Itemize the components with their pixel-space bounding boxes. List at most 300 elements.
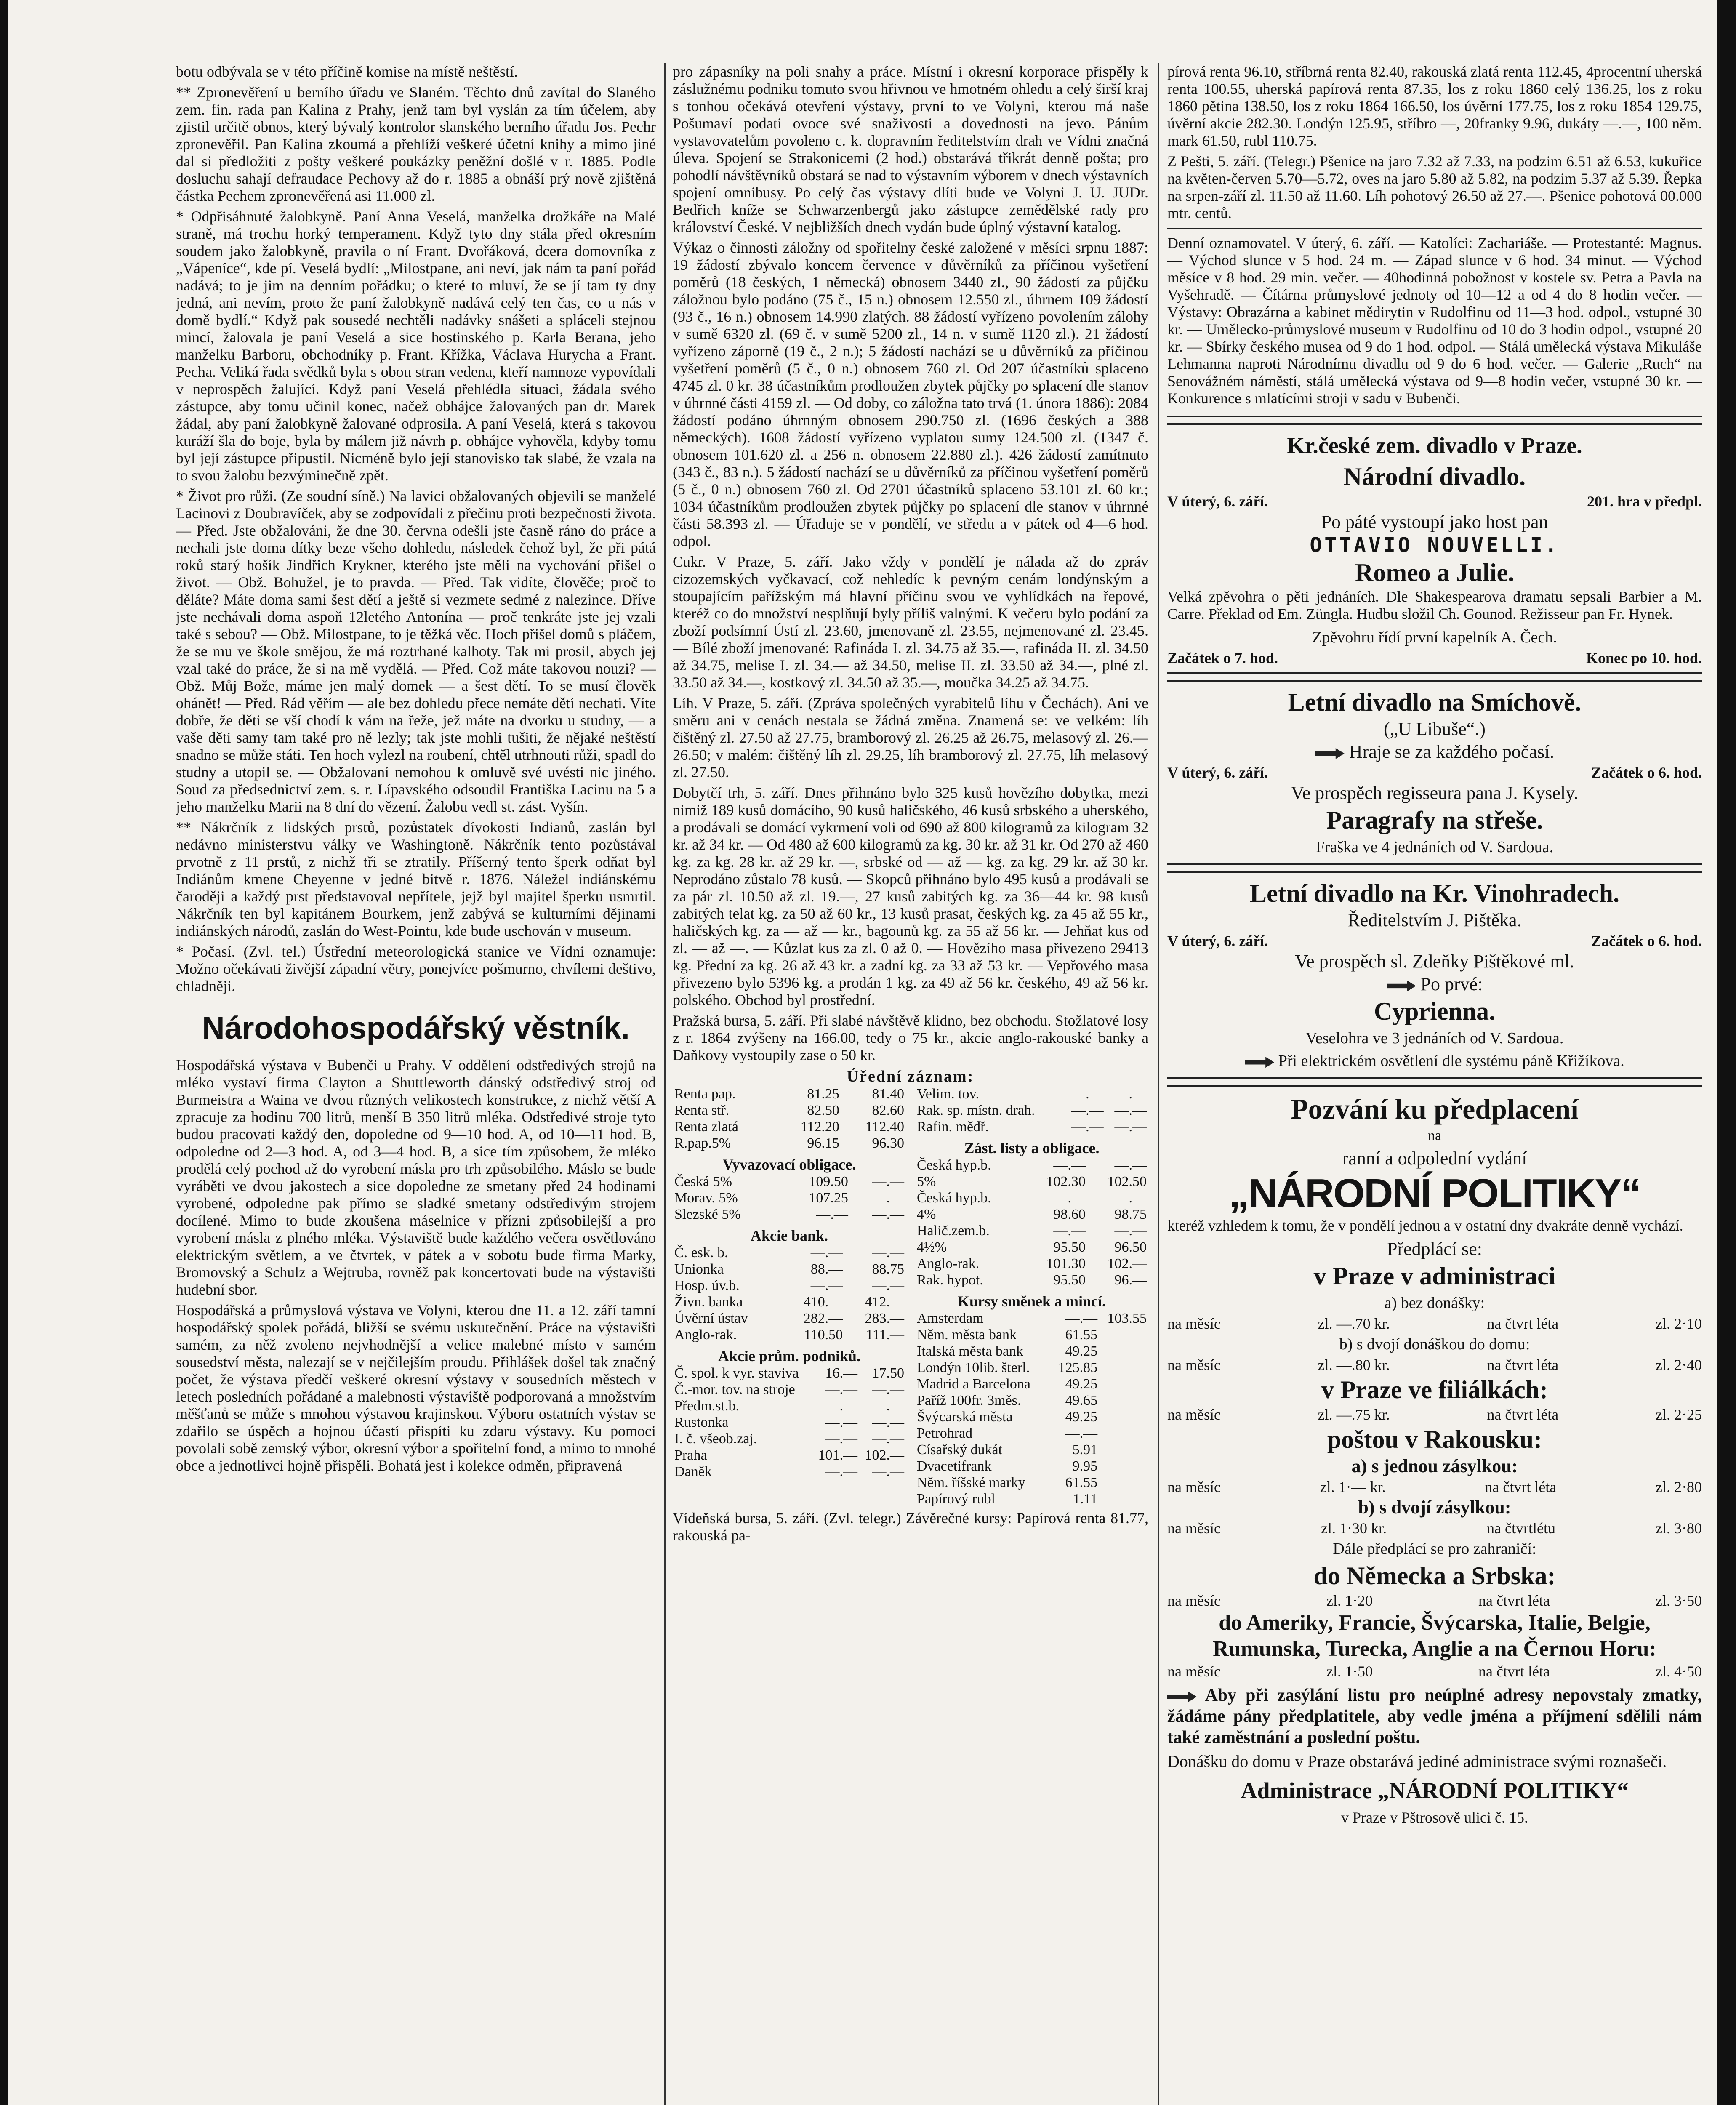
quote-label: Renta pap.	[674, 1086, 736, 1102]
theatre-date: V úterý, 6. září.	[1167, 764, 1268, 781]
quote-row	[673, 1190, 906, 1206]
period: na měsíc	[1167, 1406, 1221, 1423]
quote-value: —.—	[825, 1398, 857, 1414]
price-row	[1167, 1356, 1702, 1374]
theatre-national	[1167, 423, 1702, 674]
quote-value: 101.—	[818, 1447, 857, 1463]
price-row	[1167, 1478, 1702, 1496]
quote-value: —.—	[872, 1415, 904, 1430]
theatre-title: Letní divadlo na Kr. Vinohradech.	[1250, 879, 1619, 907]
quote-row	[915, 1086, 1148, 1102]
quote-row	[915, 1359, 1148, 1376]
theatre-benefit: Ve prospěch regisseura pana J. Kysely.	[1291, 783, 1579, 803]
theatre-start: Začátek o 6. hod.	[1591, 764, 1702, 781]
theatre-date-row	[1167, 932, 1702, 950]
germany-heading: do Německa a Srbska:	[1313, 1562, 1556, 1590]
quote-label: Česká hyp.b.	[917, 1157, 991, 1173]
quote-row	[915, 1102, 1148, 1119]
quote-value: —.—	[825, 1464, 857, 1479]
quote-label: Něm. říšské marky	[917, 1475, 1025, 1490]
quote-row	[915, 1239, 1148, 1255]
subscription-title: Pozvání ku předplacení	[1291, 1093, 1579, 1125]
price-title: Předplácí se:	[1387, 1239, 1483, 1259]
theatre-daily: Hraje se za každého počasí.	[1349, 741, 1555, 762]
newspaper-page	[8, 0, 1717, 2105]
theatre-play: Cyprienna.	[1374, 997, 1496, 1025]
quote-label: Č. spol. k vyr. staviva	[674, 1365, 799, 1381]
price-label: b) s dvojí zásylkou:	[1358, 1497, 1511, 1518]
bank-heading: Akcie bank.	[750, 1227, 828, 1244]
quote-value: 95.50	[1053, 1239, 1086, 1255]
quote-label: Renta zlatá	[674, 1119, 738, 1135]
quote-value: 410.—	[803, 1294, 843, 1310]
price-row	[1167, 1314, 1702, 1333]
theatre-date-row	[1167, 492, 1702, 511]
quote-label: Praha	[674, 1447, 707, 1463]
theatre-start: Začátek o 6. hod.	[1591, 933, 1702, 949]
quote-label: Madrid a Barcelona	[917, 1376, 1030, 1392]
quote-value	[1099, 1458, 1148, 1474]
quote-row	[673, 1398, 906, 1414]
quote-value: 102.50	[1107, 1174, 1147, 1189]
quote-value: 102.30	[1046, 1174, 1086, 1189]
quote-row	[673, 1310, 906, 1327]
quote-row	[915, 1343, 1148, 1359]
foreign-label: Dále předplácí se pro zahraničí:	[1333, 1540, 1536, 1558]
exchange-table	[915, 1310, 1148, 1507]
official-heading: Úřední záznam:	[847, 1068, 975, 1085]
lien-heading: Zást. listy a obligace.	[964, 1140, 1100, 1156]
quote-value: —.—	[1053, 1223, 1086, 1239]
theatre-desc: Fraška ve 4 jednáních od V. Sardoua.	[1315, 838, 1554, 856]
quote-row	[673, 1119, 906, 1135]
article-paragraph: * Počasí. (Zvl. tel.) Ústřední meteorologická stanice ve Vídni oznamuje: Možno očekávati živější západní větry, ponejvíce pošmurno, chvílemi deštivo, chladněji.	[176, 943, 656, 994]
column-3	[1167, 63, 1702, 2105]
article-paragraph: ** Zpronevěření u berního úřadu ve Slaném. Těchto dnů zavítal do Slaného zem. fin. rada pan Kalina z Prahy, jenž tam byl vyslán za tím účelem, aby zjistil určitě obnos, který bývalý kontrolor slanského berního úřadu Jos. Pechr zpronevěřil. Pan Kalina zkoumá a přehlíží veškeré účetní knihy a mimo jiné dal si předložiti z pošty veškeré poukázky peněžní došlé v r. 1885. Podle dosluchu sahají defraudace Pechovy až do r. 1885 a obnáší prý nově zjištěná částka Pechem zpronevěřená asi 11.000 zl.	[176, 84, 656, 204]
article-paragraph: Výkaz o činnosti záložny od spořitelny české založené v měsíci srpnu 1887: 19 žádostí zbývalo koncem července v důvěrníků za příčinou vyšetření poměrů (18 českých, 1 německá) obnosem 3440 zl., 90 žádostí za půjčku záložnou bylo podáno (75 č., 15 n.) obnosem 12.550 zl., úhrnem 109 žádostí (93 č., 16 n.) obnosem 14.990 zlatých. 88 žádostí vyřízeno povolením zálohy v sumě 6320 zl. (69 č. v sumě 5200 zl., 14 n. v sumě 1120 zl.). 21 žádostí vyřízeno záporně (19 č., 2 n.); 5 žádostí nachází se u důvěrníků za příčinou vyšetření poměrů (5 č., 0 n.) obnosem 760 zl. Od 207 účastníků splaceno 4745 zl. 0 kr. 38 účastníkům prodloužen zbytek půjčky po splacení dle stanov v úhrnné části 4159 zl. — Od doby, co záložna tato trvá (1. února 1886): 2084 žádostí podáno úhrnným obnosem 290.750 zl. (1696 českých a 388 německých). 1608 žádostí vyřízeno vyplatou sumy 124.500 zl. (1347 č. obnosem 101.620 zl. a 256 n. obnosem 22.880 zl.). 426 žádostí zamítnuto (343 č., 83 n.). 5 žádostí nachází se u důvěrníků za příčinou vyšetření poměrů (5 č., 0 n.) obnosem 760 zl. Od 2701 účastníků splaceno 53.101 zl. 60 kr.; 1034 účastníkům prodloužen zbytek půjčky po splacení dle stanov v úhrnné části 58.393 zl. — Úřaduje se v pondělí, ve středu a v pátek od 4—6 hod. odpol.	[673, 239, 1148, 549]
price-row	[1167, 1591, 1702, 1610]
article-paragraph: Z Pešti, 5. září. (Telegr.) Pšenice na jaro 7.32 až 7.33, na podzim 6.51 až 6.53, kukuřice na květen-červen 5.70—5.72, oves na jaro 5.80 až 5.82, na podzim 5.37 až 5.39. Řepka na srpen-září zl. 11.50 až 11.60. Líh pohotový 26.50 až 27.—. Pšenice pohotová 00.000 mtr. centů.	[1167, 153, 1702, 221]
quote-row	[915, 1392, 1148, 1409]
quote-value: 110.50	[804, 1327, 843, 1343]
theatre-vinohrady	[1167, 871, 1702, 1079]
quote-value: —.—	[825, 1382, 857, 1397]
quote-label: 5%	[917, 1174, 936, 1189]
quote-label: Česká 5%	[674, 1174, 732, 1189]
quote-value: 61.55	[1065, 1327, 1098, 1343]
quote-label: R.pap.5%	[674, 1135, 731, 1151]
quote-label: Švýcarská města	[917, 1409, 1013, 1425]
quote-label: Rak. sp. místn. drah.	[917, 1103, 1035, 1118]
quote-value	[1099, 1442, 1148, 1458]
section-heading: Národohospodářský věstník.	[202, 1010, 630, 1045]
bank-table	[673, 1244, 906, 1343]
column-2	[673, 63, 1148, 2105]
theatre-date: V úterý, 6. září.	[1167, 933, 1268, 949]
theatre-title: Kr.české zem. divadlo v Praze.	[1287, 433, 1582, 458]
quote-row	[673, 1463, 906, 1480]
quote-value: 5.91	[1072, 1442, 1098, 1458]
theatre-guest: Po páté vystoupí jako host pan	[1321, 512, 1548, 532]
quote-value	[1099, 1359, 1148, 1376]
pointing-hand-icon	[1245, 1057, 1274, 1068]
article-paragraph: pro zápasníky na poli snahy a práce. Místní i okresní korporace přispěly k záslužnému podniku tomuto svou hřivnou ve hmotném ohledu a celý širší kraj s tonhou očekává otevření výstavy, první to ve Volyni, kterou má naše Pošumaví podati ovoce své snaživosti a dovednosti na jevo. Pánům vystavovatelům povoleno c. k. dopravním ředitelstvím drah ve Vídni značná úleva. Spojení se Strakonicemi (2 hod.) obstarává třikrát denně pošta; pro pohodlí návštěvníků obstará se nad to výstavním výborem v dnech výstavních spojení omnibusy. Po celý čas výstavy dlíti bude ve Volyni J. U. JUDr. Bedřich kníže se Schwarzenbergů jako zástupce zemědělské rady pro království České. V nejbližších dnech vydán bude úplný výstavní katalog.	[673, 63, 1148, 235]
quote-value: —.—	[872, 1464, 904, 1479]
quote-value: 9.95	[1072, 1458, 1098, 1474]
theatre-venue: („U Libuše“.)	[1384, 719, 1486, 739]
quote-value: 1.11	[1073, 1491, 1098, 1507]
quote-label: Morav. 5%	[674, 1190, 738, 1206]
quote-value: —.—	[872, 1382, 904, 1397]
quote-value	[1099, 1376, 1148, 1392]
quote-row	[673, 1381, 906, 1398]
period: na měsíc	[1167, 1663, 1221, 1680]
price: zl. 1·20	[1326, 1592, 1373, 1609]
price-row	[1167, 1405, 1702, 1424]
quote-value: 81.25	[807, 1086, 839, 1102]
quote-value: 49.65	[1065, 1393, 1098, 1408]
quote-value: —.—	[810, 1245, 843, 1260]
misc-table	[915, 1086, 1148, 1135]
subscription-line: ranní a odpolední vydání	[1342, 1148, 1527, 1169]
price: zl. 3·80	[1656, 1520, 1702, 1537]
admin-address: v Praze v Pštrosově ulici č. 15.	[1341, 1809, 1528, 1826]
quote-row	[915, 1425, 1148, 1442]
theatre-number: 201. hra v předpl.	[1587, 493, 1702, 510]
theatre-first-row	[1167, 973, 1702, 996]
quote-value: —.—	[1114, 1223, 1147, 1239]
quote-row	[673, 1102, 906, 1119]
quote-value: 102.—	[1107, 1256, 1147, 1271]
quote-label: 4%	[917, 1207, 936, 1222]
theatre-benefit: Ve prospěch sl. Zdeňky Pištěkové ml.	[1295, 951, 1574, 972]
quote-row	[915, 1442, 1148, 1458]
quote-label: 4½%	[917, 1239, 947, 1255]
quote-label: Italská města bank	[917, 1343, 1024, 1359]
quote-value: 96.50	[1114, 1239, 1147, 1255]
column-1	[176, 63, 656, 2105]
lien-table	[915, 1157, 1148, 1288]
quote-row	[673, 1206, 906, 1223]
subscription-note	[1167, 1685, 1702, 1748]
vienna-bourse: Vídeňská bursa, 5. září. (Zvl. telegr.) Závěrečné kursy: Papírová renta 81.77, rakouská pa-	[673, 1510, 1148, 1544]
quote-label: Předm.st.b.	[674, 1398, 739, 1414]
quote-value: —.—	[872, 1398, 904, 1414]
theatre-time-row	[1167, 649, 1702, 667]
quote-row	[915, 1157, 1148, 1173]
daily-notices	[1167, 228, 1702, 417]
quote-row	[673, 1294, 906, 1310]
theatre-first: Po prvé:	[1420, 974, 1483, 994]
quote-label: I. č. všeob.zaj.	[674, 1431, 757, 1447]
price: zl. 1·30 kr.	[1321, 1520, 1387, 1537]
price: zl. 2·25	[1656, 1406, 1702, 1423]
quote-value: 17.50	[872, 1365, 904, 1381]
quote-row	[915, 1474, 1148, 1491]
quote-value: —.—	[872, 1278, 904, 1293]
quote-label: Halič.zem.b.	[917, 1223, 990, 1239]
theatre-desc: Veselohra ve 3 jednáních od V. Sardoua.	[1305, 1029, 1564, 1047]
theatre-end: Konec po 10. hod.	[1586, 650, 1702, 666]
pointing-hand-icon	[1167, 1691, 1197, 1702]
period: na čtvrt léta	[1487, 1315, 1559, 1332]
price-label: b) s dvojí donáškou do domu:	[1339, 1335, 1530, 1353]
quote-row	[915, 1458, 1148, 1474]
quote-label: Papírový rubl	[917, 1491, 996, 1507]
quote-value: —.—	[816, 1207, 848, 1222]
period: na čtvrt léta	[1478, 1592, 1550, 1609]
price-label: a) bez donášky:	[1384, 1294, 1485, 1312]
quote-value: 95.50	[1053, 1272, 1086, 1288]
quote-value: 88.75	[872, 1261, 904, 1277]
period: na měsíc	[1167, 1479, 1221, 1495]
column-rule	[1158, 63, 1159, 2105]
quote-row	[915, 1173, 1148, 1190]
theatre-start: Začátek o 7. hod.	[1167, 650, 1278, 666]
quote-value: —.—	[810, 1278, 843, 1293]
quote-value: —.—	[1065, 1311, 1098, 1326]
exchange-heading: Kursy směnek a mincí.	[957, 1293, 1106, 1310]
quote-label: Anglo-rak.	[674, 1327, 737, 1343]
period: na čtvrt léta	[1485, 1479, 1557, 1495]
quote-value: 111.—	[866, 1327, 904, 1343]
quote-value: —.—	[1071, 1086, 1104, 1102]
quote-value	[1099, 1409, 1148, 1425]
quote-row	[915, 1119, 1148, 1135]
quote-value: 107.25	[809, 1190, 848, 1206]
industry-heading: Akcie prům. podniků.	[718, 1348, 861, 1364]
quote-label: Londýn 10lib. šterl.	[917, 1360, 1030, 1375]
subscription-ad	[1167, 1085, 1702, 1829]
price: zl. 2·10	[1656, 1315, 1702, 1332]
price: zl. —.70 kr.	[1318, 1315, 1390, 1332]
theatre-desc: Velká zpěvohra o pěti jednáních. Dle Shakespearova dramatu sepsali Barbier a M. Carre. Překlad od Em. Züngla. Hudbu složil Ch. Gounod. Režisseur pan Fr. Hynek.	[1167, 588, 1702, 622]
quote-value: —.—	[1071, 1103, 1104, 1118]
quote-row	[915, 1190, 1148, 1206]
period: na čtvrt léta	[1487, 1356, 1559, 1373]
theatre-conductor: Zpěvohru řídí první kapelník A. Čech.	[1312, 629, 1557, 646]
quote-value: 112.40	[865, 1119, 904, 1135]
quote-label: Hosp. úv.b.	[674, 1278, 740, 1293]
price: zl. —.80 kr.	[1318, 1356, 1390, 1373]
quote-value: 282.—	[803, 1311, 843, 1326]
article-paragraph: botu odbývala se v této příčině komise na místě neštěstí.	[176, 63, 518, 80]
quote-value: 98.60	[1053, 1207, 1086, 1222]
quote-value: —.—	[1071, 1119, 1104, 1135]
quote-row	[915, 1272, 1148, 1288]
admin-name: Administrace „NÁRODNÍ POLITIKY“	[1241, 1778, 1629, 1803]
period: na měsíc	[1167, 1356, 1221, 1373]
quote-value: 61.55	[1065, 1475, 1098, 1490]
quote-value: 96.—	[1114, 1272, 1147, 1288]
prague-heading: v Praze v administraci	[1313, 1262, 1556, 1290]
quote-value: —.—	[1065, 1426, 1098, 1441]
quote-label: Česká hyp.b.	[917, 1190, 991, 1206]
bourse-tables	[673, 1086, 1148, 1507]
article-paragraph: Hospodářská výstava v Bubenči u Prahy. V oddělení odstředivých strojů na mléko vystaví firma Clayton a Shuttleworth dánský odstředivý stroj od Burmeistra a Waina ve dvou různých velikostech konstrukce, z nichž větší A zpracuje za hodinu 700 litrů, menší B 350 litrů mléka. Odstředivé stroje tyto budou pracovati každý den, dopoledne od 9—10 hod. A, od 10—11 hod. B, odpoledne od 2—3 hod. A, od 3—4 hod. B, a sice tím způsobem, že mléko prodělá celý pochod až do vyrobení másla pro trh způsobilého. Máslo se bude vyráběti ve dvou jakostech a sice dopoledne ze smetany před 24 hodinami vyrobené, odpoledne pak přímo se sladké smetany odstředivým strojem docílené. Mimo to bude zkoušena máselnice v přízni způsobilejší a pro vyrobení másla z plného mléka. Výstaviště bude každého večera osvětlováno elektrickým světlem, a ve čtvrtek, v pátek a v sobotu bude firma Marky, Bromovský a Schulz a Wejtruba, rovněž pak koncertovati bude na výstavišti hudební sbor.	[176, 1057, 656, 1298]
quote-label: Úvěrní ústav	[674, 1311, 748, 1326]
bourse-right	[915, 1086, 1148, 1507]
bonds-table	[673, 1173, 906, 1223]
price-row	[1167, 1519, 1702, 1537]
quote-value: —.—	[1114, 1157, 1147, 1173]
quote-value	[1099, 1343, 1148, 1359]
quote-value	[1099, 1491, 1148, 1507]
quote-value	[1099, 1392, 1148, 1409]
article-paragraph: * Odpřisáhnuté žalobkyně. Paní Anna Veselá, manželka drožkáře na Malé straně, má trochu horký temperament. Když tyto dny stála před okresním soudem jako žalobkyně, pravila o ní Frant. Dvořáková, dcera domovníka z „Vápeníce“, kde pí. Veselá bydlí: „Milostpane, ani neví, jak nám ta paní pořád nadává; to je jim na denním pořádku; o které to mluví, že se jí tam ty dny jedná, ani nevím, proto že paní žalobkyně nadává celý ten čas, co u nás v domě bydlí.“ Když pak sousedé nechtěli nadávky snášeti a spláceli stejnou mincí, žalovala je paní Veselá a sice hostinského p. Karla Berana, jeho manželku Barboru, obchodníky p. Frant. Křížka, Václava Hurycha a Frant. Pecha. Veliká řada svědků byla s obou stran vedena, kteří namnoze vypovídali v neprospěch žalující. Když paní Veselá přehlédla situaci, žádala svého zástupce, aby tomu učinil konec, načež obhájce žalovaných pan dr. Marek žádal, aby paní žalobkyně žalované odprosila. A paní Veselá, která s takovou kuráží šla do boje, byla by málem již návrh p. obhájce vyhověla, kdyby tomu byl její zástupce připustil. Nicméně bylo její stanovisko tak slabé, že vzala na to svou žalobu bezvýminečně zpět.	[176, 208, 656, 484]
article-paragraph: Dobytčí trh, 5. září. Dnes přihnáno bylo 325 kusů hovězího dobytka, mezi nimiž 189 kusů domácího, 90 kusů haličského, 46 kusů srbského a uherského, a prodávali se domácí vykrmení voli od 690 až 800 kilogramů za kilogram 32 kr. až 34 kr. — Od 480 až 600 kilogramů za kg. 30 kr. až 31 kr. Od 270 až 460 kg. za kg. 28 kr. až 29 kr. —, srbské od — až — kg. za kg. 29 kr. až 30 kr. Neprodáno zůstalo 78 kusů. — Skopců přihnáno bylo 495 kusů a prodávali se za pár zl. 10.50 až zl. 19.—, 27 kusů zabitých kg. za 36—44 kr. 98 kusů zabitých telat kg. za 50 až 60 kr., 13 kusů prasat, českých kg. za 45 až 55 kr., haličských kg. za — až — kr., bagounů kg. za 55 až 56 kr. — Jehňat kus od zl. — až —. — Kůzlat kus za zl. 0 až 0. — Hovězího masa přivezeno 29413 kg. Přední za kg. 26 až 43 kr. a zadní kg. za 33 až 53 kr. — Vepřového masa přivezeno bylo 5396 kg. a prodán 1 kg. za 49 až 56 kr. českého, 49 až 56 kr. polského. Obchod byl prostřední.	[673, 784, 1148, 1008]
quote-value: 112.20	[800, 1119, 839, 1135]
subscription-desc: kteréž vzhledem k tomu, že v pondělí jednou a v ostatní dny dvakráte denně vychází.	[1167, 1217, 1683, 1234]
quote-row	[673, 1277, 906, 1294]
theatre-light: Při elektrickém osvětlení dle systému páně Křižíkova.	[1278, 1052, 1624, 1070]
theatre-daily-row	[1167, 741, 1702, 763]
quote-value	[1099, 1425, 1148, 1442]
period: na měsíc	[1167, 1592, 1221, 1609]
price-label: a) s jednou zásylkou:	[1351, 1456, 1518, 1476]
price-row	[1167, 1662, 1702, 1681]
period: na čtvrtlétu	[1487, 1520, 1555, 1537]
quote-row	[673, 1135, 906, 1151]
quote-row	[673, 1086, 906, 1102]
period: na měsíc	[1167, 1315, 1221, 1332]
bonds-heading: Vyvazovací obligace.	[722, 1156, 856, 1173]
quote-row	[915, 1409, 1148, 1425]
quote-row	[673, 1327, 906, 1343]
price: zl. 4·50	[1656, 1663, 1702, 1680]
quote-row	[673, 1244, 906, 1261]
quote-row	[915, 1327, 1148, 1343]
quote-row	[915, 1255, 1148, 1272]
price: zl. 3·50	[1656, 1592, 1702, 1609]
quote-row	[673, 1431, 906, 1447]
price: zl. 1·50	[1326, 1663, 1373, 1680]
quote-label: Daněk	[674, 1464, 712, 1479]
theatre-date: V úterý, 6. září.	[1167, 493, 1268, 510]
quote-label: Renta stř.	[674, 1103, 730, 1118]
post-heading: poštou v Rakousku:	[1327, 1426, 1542, 1453]
price: zl. 2·40	[1656, 1356, 1702, 1373]
note-text: Aby při zasýlání listu pro neúplné adresy nepovstaly zmatky, žádáme pány předplatitele, aby vedle jména a příjmení sdělili nám také zaměstnání a poslední poštu.	[1167, 1686, 1702, 1747]
quote-label: Císařský dukát	[917, 1442, 1003, 1458]
quote-value: —.—	[1053, 1157, 1086, 1173]
article-paragraph: Hospodářská a průmyslová výstava ve Volyni, kterou dne 11. a 12. září tamní hospodářský spolek pořádá, bližší se svému uskutečnění. Práce na výstavišti samém, za něž zvoleno nejvhodnější a velice malebné místo v samém sousedství města, nalezají se v nejčilejším proudu. Přihlášek došel tak značný počet, že výstava předčí veškeré okresní výstavy v sousedních městech v letech posledních pořádané a malebnosti výstaviště podporovaná a množstvím měšťanů se může s mnohou výstavou krajinskou. Výboru ostatních výstav se zdařilo se úspěch a hojnou účastí přispíti ku zdaru výstavy. Ku pomoci povolali sobě zemský výbor, okresní výbor a spořitelní fond, a mimo to mnohé obce a jednotlivci hojně přispěli. Bohatá jest i kolekce odměn, připravená	[176, 1302, 656, 1474]
quote-value: —.—	[872, 1190, 904, 1206]
quote-label: Dvacetifrank	[917, 1458, 992, 1474]
pointing-hand-icon	[1387, 981, 1416, 991]
quote-row	[673, 1365, 906, 1381]
quote-label: Slezské 5%	[674, 1207, 741, 1222]
quote-label: Rak. hypot.	[917, 1272, 983, 1288]
quote-row	[673, 1447, 906, 1463]
quote-row	[915, 1223, 1148, 1239]
quote-value: 96.15	[807, 1135, 839, 1151]
quote-value: 102.—	[865, 1447, 904, 1463]
quote-label: Amsterdam	[917, 1311, 984, 1326]
period: na čtvrt léta	[1478, 1663, 1550, 1680]
delivery-note: Donášku do domu v Praze obstarává jediné administrace svými roznašeči.	[1167, 1752, 1667, 1771]
quote-value: 49.25	[1065, 1343, 1098, 1359]
quote-label: Rafin. mědř.	[917, 1119, 989, 1135]
article-paragraph: Líh. V Praze, 5. září. (Zpráva společných vyrabitelů líhu v Čechách). Ani ve směru ani v cenách nestala se žádná změna. Znamená se: ve velkém: líh čištěný zl. 27.50 až 27.75, bramborový zl. 26.25 až 26.75, melasový zl. 26.—26.50; v malém: čištěný líh zl. 29.25, líh bramborový zl. 27.75, líh melasový zl. 27.50.	[673, 695, 1148, 781]
world-heading: do Ameriky, Francie, Švýcarska, Italie, Belgie, Rumunska, Turecka, Anglie a na Černou Horu:	[1213, 1611, 1656, 1661]
quote-label: Rustonka	[674, 1415, 729, 1430]
article-paragraph: pírová renta 96.10, stříbrná renta 82.40, rakouská zlatá renta 112.45, 4procentní uherská renta 100.55, uherská papírová renta 87.35, los z roku 1860 celý 136.25, los z roku 1860 pětina 138.50, los z roku 1864 166.50, los úvěrní 177.75, los z roku 1854 129.75, úvěrní akcie 282.30. Londýn 125.95, stříbro —, 20franky 9.96, dukáty —.—, 100 něm. mark 61.50, rubl 110.75.	[1167, 63, 1702, 149]
quote-label: Paříž 100fr. 3měs.	[917, 1393, 1021, 1408]
quote-value: —.—	[1114, 1119, 1147, 1135]
theatre-smichov	[1167, 680, 1702, 865]
quote-row	[915, 1310, 1148, 1327]
quote-row	[915, 1206, 1148, 1223]
quote-value	[1099, 1474, 1148, 1491]
quote-value: 103.55	[1107, 1311, 1147, 1326]
quote-value: 96.30	[872, 1135, 904, 1151]
theatre-play: Romeo a Julie.	[1355, 559, 1515, 586]
notices-text: Denní oznamovatel. V úterý, 6. září. — Katolíci: Zachariáše. — Protestanté: Magnus. — Východ slunce v 5 hod. 24 m. — Západ slunce v 6 hod. 34 minut. — Východ měsíce v 8 hod. 29 min. večer. — 40hodinná pobožnost v kostele sv. Petra a Pavla na Vyšehradě. — Čítárna průmyslové jednoty od 10—12 a od 4 do 8 hodin večer. — Výstavy: Obrazárna a kabinet mědirytin v Rudolfinu od 11—3 hod. odpol., vstupné 30 kr. — Umělecko-průmyslové museum v Rudolfinu od 10 do 3 hodin odpol., vstupné 20 kr. — Sbírky českého musea od 9 do 1 hod. odpol. — Stálá umělecká výstava Mikuláše Lehmanna naproti Národnímu divadlu od 9 do 6 hod. večer. — Galerie „Ruch“ na Senovážném náměstí, stálá umělecká výstava od 9—8 hodin večer, vstupné 30 kr. — Konkurence s mlatícími stroji v sadu v Bubenči.	[1167, 234, 1702, 407]
quote-value: —.—	[1053, 1190, 1086, 1206]
quote-value: 125.85	[1058, 1360, 1098, 1375]
theatre-light-row	[1167, 1050, 1702, 1072]
quote-value: —.—	[825, 1431, 857, 1447]
bourse-left	[673, 1086, 906, 1507]
quote-label: Unionka	[674, 1261, 724, 1277]
industry-table	[673, 1365, 906, 1480]
column-rule	[664, 63, 666, 2105]
quote-value	[1099, 1327, 1148, 1343]
quote-label: Petrohrad	[917, 1426, 973, 1441]
theatre-performer: OTTAVIO NOUVELLI.	[1310, 533, 1560, 557]
article-paragraph: * Život pro růži. (Ze soudní síně.) Na lavici obžalovaných objevili se manželé Lacinovi z Doubravíček, aby se zodpovídali z přečinu proti bezpečnosti života. — Před. Jste obžalováni, že dne 30. června odešli jste časně ráno do práce a nechali jste doma dítky beze všeho dohledu, následek čehož byl, že při pátá roků starý hošík Jindřich Krykner, kterého jste měli na vychování přišel o život. — Obž. Bohužel, je to pravda. — Před. Tak vidíte, člověče; proč to děláte? Máte doma sami šest dětí a ještě si vezmete sedmé z nalezince. Dříve jste nechávali doma aspoň 12letého Antonína — proč tenkráte jste jej vzali také s sebou? — Obž. Milostpane, to je těžká věc. Hoch přišel domů s pláčem, že se mu ve škole smějou, že má roztrhané kalhoty. Tak mi prosil, abych jej vzal také do práce, že si na mě vydělá. — Před. Což máte takovou nouzi? — Obž. Můj Bože, máme jen malý domek — a šest dětí. To se musí člověk ohánět! — Před. Rád věřím — ale bez dohledu přece nemáte dětí nechati. Víte dobře, že děti se vší chodí k vám na řeže, jež máte na dvorku u studny, — a vaše děti samy tam také pro ně lezly; tak jste mohli tušiti, že nějaké neštěstí snadno se může státi. Ten hoch vylezl na roubení, chtěl utrhnouti růži, spadl do studny a utopil se. — Obžalovaní nemohou k omluvě své uvésti nic jiného. Soud za předsednictví zem. s. r. Lípavského odsoudil Františka Lacinu na 5 a jeho manželku Marii na 8 dní do vězení. Žalobu vedl st. zást. Vyšín.	[176, 488, 656, 815]
quote-label: Něm. města bank	[917, 1327, 1017, 1343]
quote-value: 16.—	[825, 1365, 857, 1381]
quote-value: —.—	[872, 1174, 904, 1189]
period: na měsíc	[1167, 1520, 1221, 1537]
quote-label: Velim. tov.	[917, 1086, 979, 1102]
paper-name: „NÁRODNÍ POLITIKY“	[1229, 1171, 1640, 1216]
quote-value: —.—	[825, 1415, 857, 1430]
quote-value: 283.—	[865, 1311, 904, 1326]
quote-row	[673, 1173, 906, 1190]
quote-value: —.—	[872, 1207, 904, 1222]
quote-value: —.—	[872, 1245, 904, 1260]
theatre-play: Paragrafy na střeše.	[1326, 806, 1543, 834]
quote-value: 81.40	[872, 1086, 904, 1102]
theatre-title: Letní divadlo na Smíchově.	[1288, 688, 1582, 716]
quote-value: 88.—	[810, 1261, 843, 1277]
quote-value: —.—	[872, 1431, 904, 1447]
article-paragraph: Pražská bursa, 5. září. Při slabé návštěvě klidno, bez obchodu. Stožlatové losy z r. 1864 zvýšeny na 166.00, tedy o 75 kr., akcie anglo-rakouské banky a Daňkovy vystoupily zase o 50 kr.	[673, 1012, 1148, 1063]
quote-value: —.—	[1114, 1086, 1147, 1102]
theatre-subtitle: Národní divadlo.	[1343, 463, 1526, 490]
price: zl. 2·80	[1656, 1479, 1702, 1495]
quote-value: —.—	[1114, 1103, 1147, 1118]
quote-row	[673, 1261, 906, 1277]
quote-label: Č.-mor. tov. na stroje	[674, 1382, 795, 1397]
article-paragraph: Cukr. V Praze, 5. září. Jako vždy v pondělí je nálada až do zpráv cizozemských vyčkavací, což nehledíc k pevným cenám londýnským a stoupajícím pařížským má hlavní příčinu svou ve vyhlídkách na řepové, kteréž co do množství nesplňují byly příliš valnými. K večeru bylo podání za zboží podsímní Ústí zl. 23.60, jmenovaně zl. 23.55, nejmenované zl. 23.45. — Bílé zboží jmenované: Rafináda I. zl. 34.75 až 35.—, rafináda II. zl. 34.50 až 34.75, melise I. zl. 34.— až 34.50, melise II. zl. 33.50 až 34.—, plné zl. 33.50 až 34.—, kostkový zl. 34.50 až 35.—, moučka 34.25 až 34.75.	[673, 553, 1148, 691]
quote-row	[915, 1376, 1148, 1392]
quote-value: 412.—	[865, 1294, 904, 1310]
price: zl. 1·— kr.	[1320, 1479, 1386, 1495]
subscription-on: na	[1427, 1128, 1442, 1143]
quote-value: 49.25	[1065, 1409, 1098, 1425]
quote-label: Živn. banka	[674, 1294, 743, 1310]
quote-row	[915, 1491, 1148, 1507]
quote-label: Č. esk. b.	[674, 1245, 728, 1260]
quote-row	[673, 1414, 906, 1431]
quote-label: Anglo-rak.	[917, 1256, 980, 1271]
quote-value: 49.25	[1065, 1376, 1098, 1392]
theatre-director: Ředitelstvím J. Pištěka.	[1347, 910, 1522, 930]
